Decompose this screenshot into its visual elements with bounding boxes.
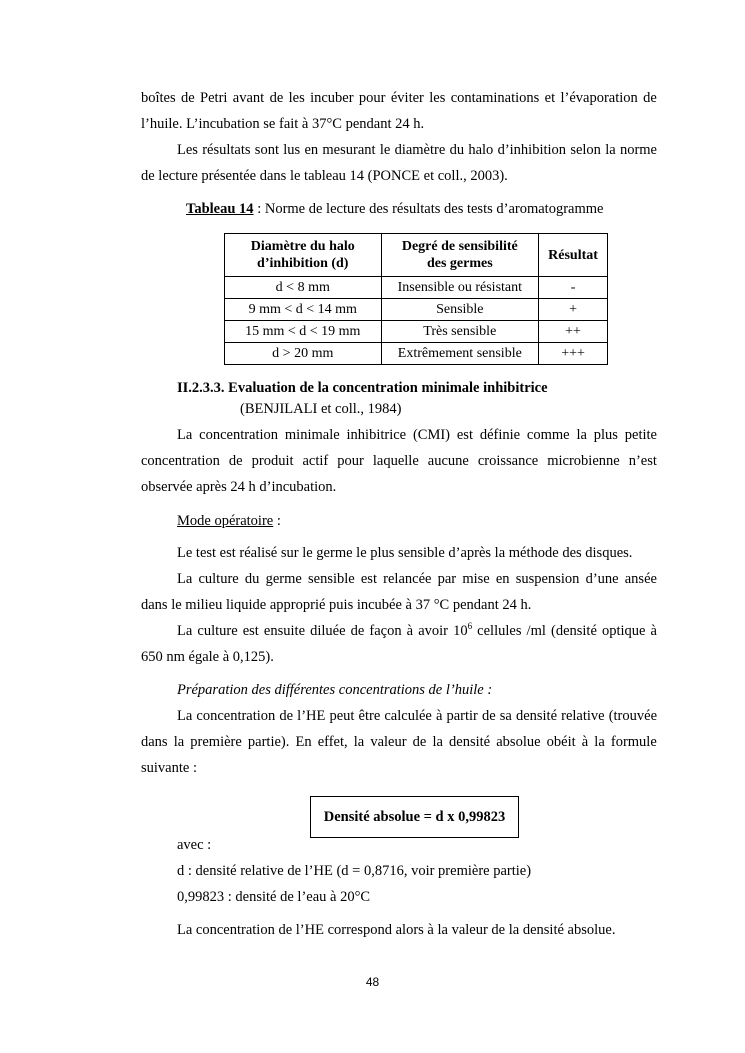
word: de [181,90,195,106]
paragraph-line: observée après 24 h d’incubation. [141,479,337,495]
cell-sensitivity: Sensible [381,299,539,321]
section-reference: (BENJILALI et coll., 1984) [240,401,402,417]
paragraph-line: Les résultats sont lus en mesurant le diamètre du halo d’inhibition selon la norme [177,142,657,158]
paragraph-line: de lecture présentée dans le tableau 14 (PONCE et coll., 2003). [141,168,508,184]
table-row [225,277,608,299]
word: Petri [200,90,228,106]
word: plus [593,427,618,443]
header-sensitivity: Degré de sensibilité des germes [381,234,539,277]
word: concentration [199,427,279,443]
word: pour [358,90,386,106]
word: valeur [370,734,407,750]
word: La [177,571,193,587]
word: les [288,90,305,106]
word: mise [462,571,490,587]
word: aucune [427,453,469,469]
word: suspension [515,571,580,587]
word: comme [526,427,570,443]
table-caption-label: Tableau 14 [186,201,254,217]
formula-box: Densité absolue = d x 0,99823 [310,796,519,838]
word: définie [479,427,521,443]
word: boîtes [141,90,176,106]
word: est [360,571,377,587]
cell-diameter: 9 mm < d < 14 mm [225,299,382,321]
word: laquelle [372,453,419,469]
word: ansée [624,571,657,587]
word: obéit [546,734,576,750]
definition-water: 0,99823 : densité de l’eau à 20°C [177,889,371,905]
word: minimale [284,427,340,443]
word: La [177,427,193,443]
word: absolue [496,734,541,750]
word: incuber [310,90,354,106]
table-row [225,343,608,365]
word: actif [302,453,329,469]
paragraph-line [177,427,657,444]
word: croissance [477,453,539,469]
section-heading: II.2.3.3. Evaluation de la concentration minimale inhibitrice [177,380,548,396]
word: avant [232,90,265,106]
word: dans [141,734,168,750]
header-diameter: Diamètre du halo d’inhibition (d) [225,234,382,277]
table-row [225,299,608,321]
word: l’évaporation [560,90,638,106]
word: germe [265,571,302,587]
word: pour [337,453,364,469]
paragraph-line: Le test est réalisé sur le germe le plus sensible d’après la méthode des disques. [177,545,633,561]
word: et [544,90,556,106]
word: la [353,734,365,750]
word: contaminations [450,90,540,106]
page-number: 48 [365,975,380,989]
word: de [643,90,657,106]
word: d’une [585,571,619,587]
word: petite [624,427,657,443]
cell-result: ++ [539,321,608,343]
word: la [432,734,443,750]
word: première [190,734,242,750]
cell-result: - [539,277,608,299]
word: partie). [247,734,290,750]
word: éviter [390,90,424,106]
cell-sensitivity: Insensible ou résistant [381,277,539,299]
conclusion-line: La concentration de l’HE correspond alors à la valeur de la densité absolue. [177,922,616,938]
paragraph-line: dans le milieu liquide approprié puis incubée à 37 °C pendant 24 h. [141,597,532,613]
word: (CMI) [412,427,451,443]
paragraph-line: 650 nm égale à 0,125). [141,649,274,665]
word: En [295,734,312,750]
word: est [456,427,473,443]
word: formule [610,734,657,750]
cell-diameter: d < 8 mm [225,277,382,299]
word: concentration [141,453,220,469]
word: culture [198,571,239,587]
word: la [594,734,605,750]
word: produit [251,453,294,469]
word: densité [449,734,491,750]
paragraph-line: l’huile. L’incubation se fait à 37°C pendant 24 h. [141,116,425,132]
exponent: 6 [467,621,473,631]
mode-label-line: Mode opératoire : [177,513,281,529]
word: de [412,734,427,750]
cell-sensitivity: Extrêmement sensible [381,343,539,365]
table-caption [186,201,603,218]
cell-sensitivity: Très sensible [381,321,539,343]
paragraph-line: suivante : [141,760,197,776]
word: microbienne [547,453,620,469]
table-header-row [225,234,608,277]
cell-result: + [539,299,608,321]
word: du [244,571,260,587]
word: relancée [383,571,432,587]
word: effet, [317,734,348,750]
avec-label: avec : [177,837,212,853]
mode-label: Mode opératoire [177,513,274,529]
header-result: Résultat [539,234,608,277]
paragraph-line [141,90,657,107]
paragraph-line: La concentration de l’HE peut être calculée à partir de sa densité relative (trouvée [177,708,657,724]
word: de [228,453,243,469]
word: par [437,571,457,587]
word: les [429,90,446,106]
cell-result: +++ [539,343,608,365]
paragraph-line: La culture est ensuite diluée de façon à avoir $10^6$ cellules /ml (densité optique à [177,621,657,639]
word: sensible [307,571,355,587]
preparation-title: Préparation des différentes concentrations de l’huile : [177,682,493,698]
paragraph-line [141,734,657,751]
word: la [576,427,587,443]
paragraph-line [141,453,657,470]
results-table [224,233,608,365]
word: la [173,734,185,750]
table-caption-text: : Norme de lecture des résultats des tests d’aromatogramme [253,201,604,217]
cell-diameter: d > 20 mm [225,343,382,365]
word: n’est [628,453,657,469]
definition-d: d : densité relative de l’HE (d = 0,8716, voir première partie) [177,863,532,879]
cell-diameter: 15 mm < d < 19 mm [225,321,382,343]
word: en [495,571,510,587]
word: inhibitrice [346,427,407,443]
word: de [269,90,284,106]
paragraph-line [177,571,657,588]
word: à [581,734,589,750]
table-row [225,321,608,343]
